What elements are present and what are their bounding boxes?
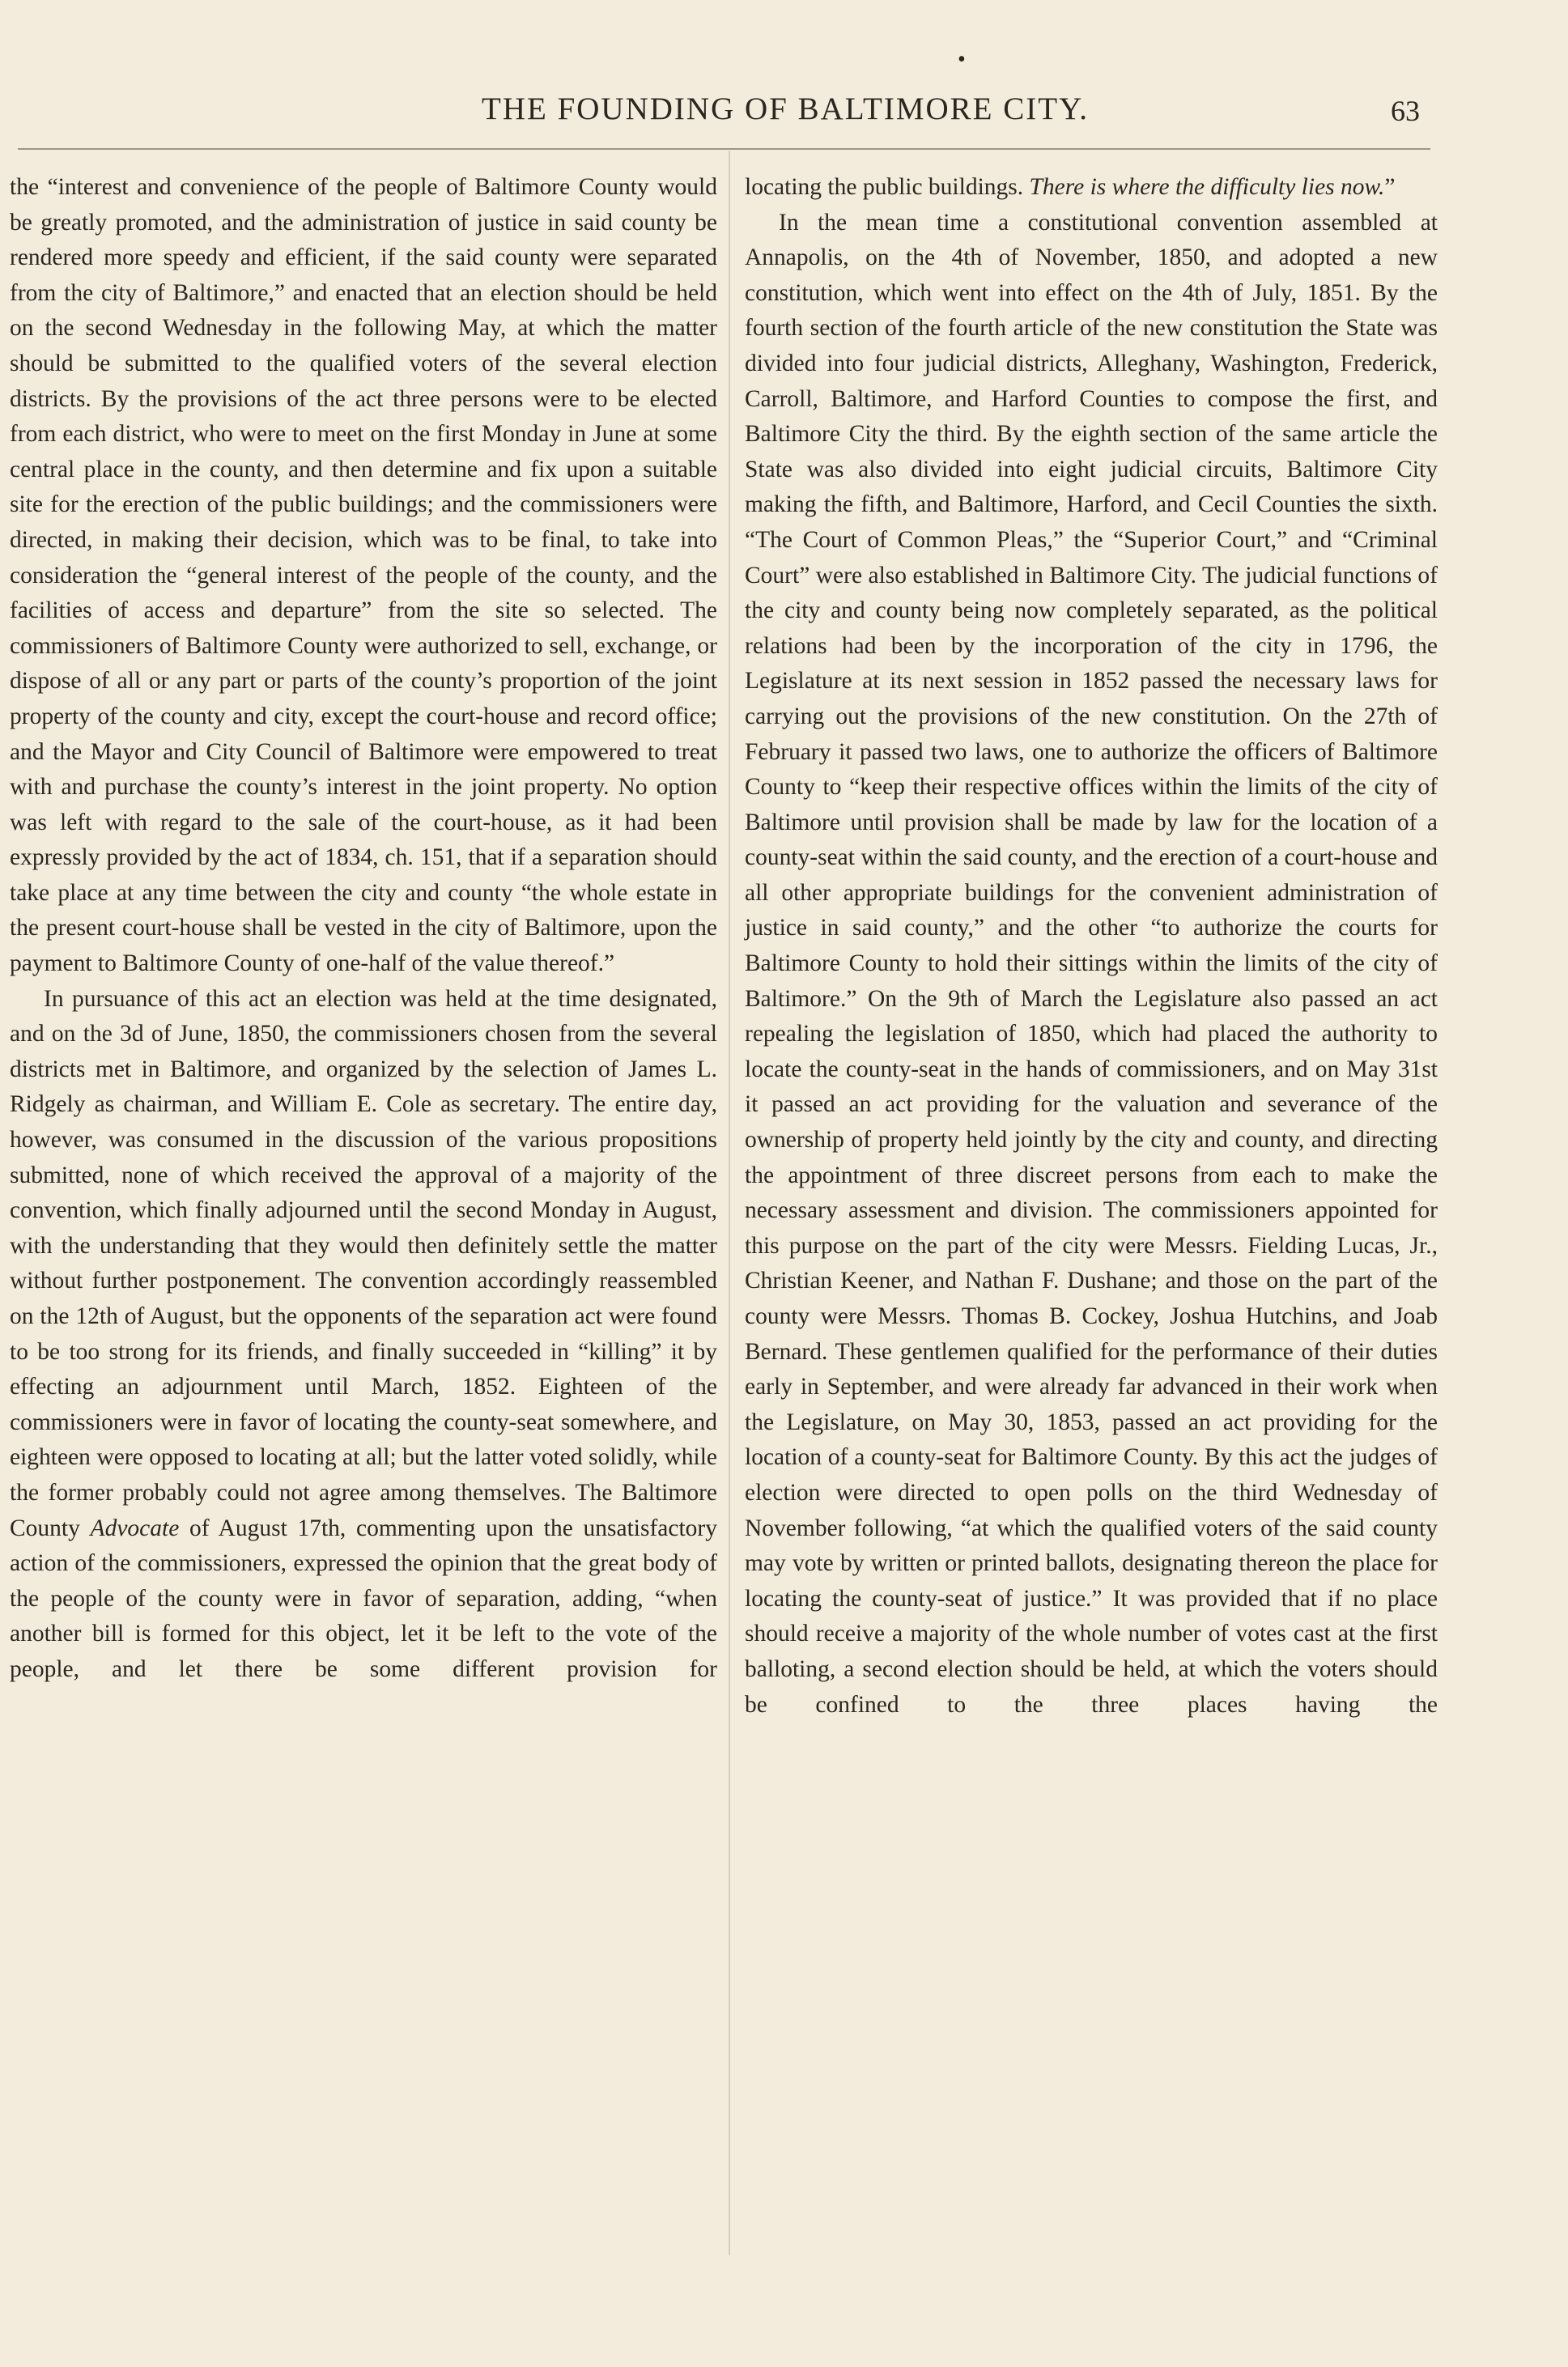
column-divider <box>729 151 730 2255</box>
header-rule <box>18 148 1430 150</box>
right-paragraph-2: In the mean time a constitutional convention assembled at Annapolis, on the 4th of November, 1850, and adopted a new constitution, which went into effect on the 4th of July, 1851. By the fourth section of the fourth article of the new constitution the State was divided into four judicial districts, Alleghany, Washington, Frederick, Carroll, Baltimore, and Harford Counties to compose the first, and Baltimore City the third. By the eighth section of the same article the State was also divided into eight judicial circuits, Baltimore City making the fifth, and Baltimore, Harford, and Cecil Counties the sixth. “The Court of Common Pleas,” the “Superior Court,” and “Criminal Court” were also established in Baltimore City. The judicial functions of the city and county being now completely separated, as the political relations had been by the incorporation of the city in 1796, the Legislature at its next session in 1852 passed the necessary laws for carrying out the provisions of the new constitution. On the 27th of February it passed two laws, one to authorize the officers of Baltimore County to “keep their respective offices within the limits of the city of Baltimore until provision shall be made by law for the location of a county-seat within the said county, and the erection of a court-house and all other appropriate buildings for the convenient administration of justice in said county,” and the other “to authorize the courts for Baltimore County to hold their sittings within the limits of the city of Baltimore.” On the 9th of March the Legislature also passed an act repealing the legislation of 1850, which had placed the authority to locate the county-seat in the hands of commissioners, and on May 31st it passed an act providing for the valuation and severance of the ownership of property held jointly by the city and county, and directing the appointment of three discreet persons from each to make the necessary assessment and division. The commissioners appointed for this purpose on the part of the city were Messrs. Fielding Lucas, Jr., Christian Keener, and Nathan F. Dushane; and those on the part of the county were Messrs. Thomas B. Cockey, Joshua Hutchins, and Joab Bernard. These gentlemen qualified for the performance of their duties early in September, and were already far advanced in their work when the Legislature, on May 30, 1853, passed an act providing for the location of a county-seat for Baltimore County. By this act the judges of election were directed to open polls on the third Wednesday of November following, “at which the qualified voters of the said county may vote by written or printed ballots, designating thereon the place for locating the county-seat of justice.” It was provided that if no place should receive a majority of the whole number of votes cast at the first balloting, a second election should be held, at which the voters should be confined to the three places having the <box>745 209 1438 1718</box>
left-paragraph-2-text-b: of August 17th, commenting upon the unsatisfactory action of the commissioners, expressed the opinion that the great body of the people of the county were in favor of separation, adding, “when another bill is formed for this object, let it be left to the vote of the people, and let there be some different provision for <box>10 1515 717 1682</box>
left-paragraph-1: the “interest and convenience of the people of Baltimore County would be greatly promoted, and the administration of justice in said county be rendered more speedy and efficient, if the said county were separated from the city of Baltimore,” and enacted that an election should be held on the second Wednesday in the following May, at which the matter should be submitted to the qualified voters of the several election districts. By the provisions of the act three persons were to be elected from each district, who were to meet on the first Monday in June at some central place in the county, and then determine and fix upon a suitable site for the erection of the public buildings; and the commissioners were directed, in making their decision, which was to be final, to take into consideration the “general interest of the people of the county, and the facilities of access and departure” from the site so selected. The commissioners of Baltimore County were authorized to sell, exchange, or dispose of all or any part or parts of the county’s proportion of the joint property of the county and city, except the court-house and record office; and the Mayor and City Council of Baltimore were empowered to treat with and purchase the county’s interest in the joint property. No option was left with regard to the sale of the court-house, as it had been expressly provided by the act of 1834, ch. 151, that if a separation should take place at any time between the city and county “the whole estate in the present court-house shall be vested in the city of Baltimore, upon the payment to Baltimore County of one-half of the value thereof.” <box>10 174 717 977</box>
right-column <box>745 170 1438 1723</box>
running-title: THE FOUNDING OF BALTIMORE CITY. <box>482 91 1089 126</box>
running-head <box>0 91 1568 131</box>
left-paragraph-2-text-a: In pursuance of this act an election was held at the time designated, and on the 3d of June, 1850, the commissioners chosen from the several districts met in Baltimore, and organized by the selection of James L. Ridgely as chairman, and William E. Cole as secretary. The entire day, however, was consumed in the discussion of the various propositions submitted, none of which received the approval of a majority of the convention, which finally adjourned until the second Monday in August, with the understanding that they would then definitely settle the matter without further postponement. The convention accordingly reassembled on the 12th of August, but the opponents of the separation act were found to be too strong for its friends, and finally succeeded in “killing” it by effecting an adjournment until March, 1852. Eighteen of the commissioners were in favor of locating the county-seat somewhere, and eighteen were opposed to locating at all; but the latter voted solidly, while the former probably could not agree among themselves. The Baltimore County <box>10 985 717 1541</box>
right-paragraph-1 <box>745 170 1438 206</box>
quoted-italic-phrase: There is where the difficulty lies now. <box>1029 174 1385 200</box>
left-paragraph-2 <box>10 982 717 1688</box>
newspaper-title-italic: Advocate <box>90 1515 180 1541</box>
header-mark: • <box>958 47 966 72</box>
right-paragraph-1-text-a: locating the public buildings. <box>745 174 1024 200</box>
left-column <box>10 170 717 1688</box>
page-number: 63 <box>1391 95 1420 127</box>
right-paragraph-1-closing-quote: ” <box>1384 174 1396 200</box>
